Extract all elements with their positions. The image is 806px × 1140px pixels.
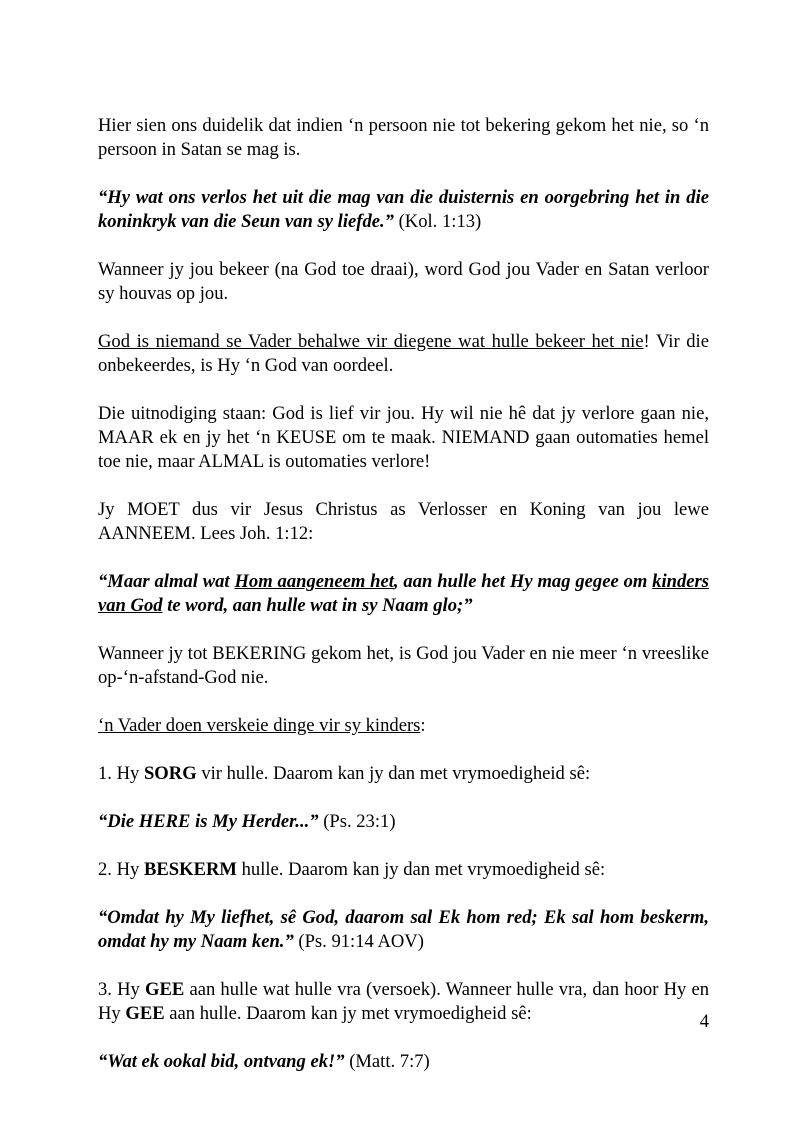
- underlined-statement: God is niemand se Vader behalwe vir diegene wat hulle bekeer het nie: [98, 331, 644, 352]
- paragraph-joh-quote: [98, 570, 709, 618]
- list-item-prefix: 3. Hy: [98, 979, 145, 1000]
- list-item-text: hulle. Daarom kan jy dan met vrymoedigheid sê:: [236, 859, 606, 880]
- quote-part-3: te word, aan hulle wat in sy Naam glo;”: [162, 595, 473, 616]
- statement-continuation: ! Vir die onbekeerdes, is Hy ‘n God van oordeel.: [98, 331, 709, 376]
- paragraph-father-of-converted: [98, 330, 709, 378]
- scripture-reference: (Ps. 91:14 AOV): [293, 931, 424, 952]
- list-item-prefix: 2. Hy: [98, 859, 144, 880]
- quote-underlined-1: Hom aangeneem het: [234, 571, 394, 592]
- list-item-keyword-2: GEE: [125, 1003, 165, 1024]
- list-item-keyword: GEE: [145, 979, 185, 1000]
- list-item-keyword: BESKERM: [143, 859, 237, 880]
- list-item-beskerm: [98, 858, 709, 882]
- underlined-heading: ‘n Vader doen verskeie dinge vir sy kinders: [98, 715, 421, 736]
- scripture-reference: (Matt. 7:7): [344, 1051, 430, 1072]
- paragraph-satan-power: Hier sien ons duidelik dat indien ‘n persoon nie tot bekering gekom het nie, so ‘n persoon in Satan se mag is.: [98, 115, 709, 160]
- paragraph-father-does: [98, 714, 709, 738]
- list-item-sorg: [98, 762, 709, 786]
- list-item-gee: [98, 978, 709, 1026]
- paragraph-bekering: Wanneer jy tot BEKERING gekom het, is God jou Vader en nie meer ‘n vreeslike op-‘n-afstand-God nie.: [98, 643, 709, 688]
- paragraph-matt-quote: [98, 1050, 709, 1074]
- scripture-quote: “Hy wat ons verlos het uit die mag van die duisternis en oorgebring het in die koninkryk van die Seun van sy liefde.”: [98, 187, 709, 232]
- paragraph-ps23-quote: [98, 810, 709, 834]
- page-number: 4: [699, 1011, 709, 1032]
- list-item-prefix: 1. Hy: [98, 763, 144, 784]
- paragraph-ps91-quote: [98, 906, 709, 954]
- quote-underlined-2: kinders van God: [98, 571, 709, 616]
- list-item-text-end: aan hulle. Daarom kan jy met vrymoedigheid sê:: [164, 1003, 532, 1024]
- scripture-reference: (Ps. 23:1): [318, 811, 396, 832]
- quote-part-1: “Maar almal wat: [98, 571, 235, 592]
- page-body: [98, 114, 709, 1098]
- list-item-text: aan hulle wat hulle vra (versoek). Wanneer hulle vra, dan hoor Hy en Hy: [98, 979, 710, 1024]
- list-item-keyword: SORG: [143, 763, 197, 784]
- paragraph-invitation: Die uitnodiging staan: God is lief vir jou. Hy wil nie hê dat jy verlore gaan nie, MAAR ek en jy het ‘n KEUSE om te maak. NIEMAND gaan outomaties hemel toe nie, maar ALMAL is outomaties verlore!: [98, 403, 709, 472]
- scripture-quote: “Die HERE is My Herder...”: [98, 811, 319, 832]
- paragraph-accept-jesus: Jy MOET dus vir Jesus Christus as Verlosser en Koning van jou lewe AANNEEM. Lees Joh. 1:12:: [98, 499, 709, 544]
- paragraph-kol-quote: [98, 186, 709, 234]
- scripture-quote: “Wat ek ookal bid, ontvang ek!”: [98, 1051, 345, 1072]
- scripture-reference: (Kol. 1:13): [393, 211, 482, 232]
- heading-colon: :: [420, 715, 426, 736]
- quote-part-2: , aan hulle het Hy mag gegee om: [393, 571, 653, 592]
- list-item-text: vir hulle. Daarom kan jy dan met vrymoedigheid sê:: [196, 763, 591, 784]
- paragraph-conversion: Wanneer jy jou bekeer (na God toe draai), word God jou Vader en Satan verloor sy houvas op jou.: [98, 259, 709, 304]
- scripture-quote: “Omdat hy My liefhet, sê God, daarom sal Ek hom red; Ek sal hom beskerm, omdat hy my Naam ken.”: [98, 907, 709, 952]
